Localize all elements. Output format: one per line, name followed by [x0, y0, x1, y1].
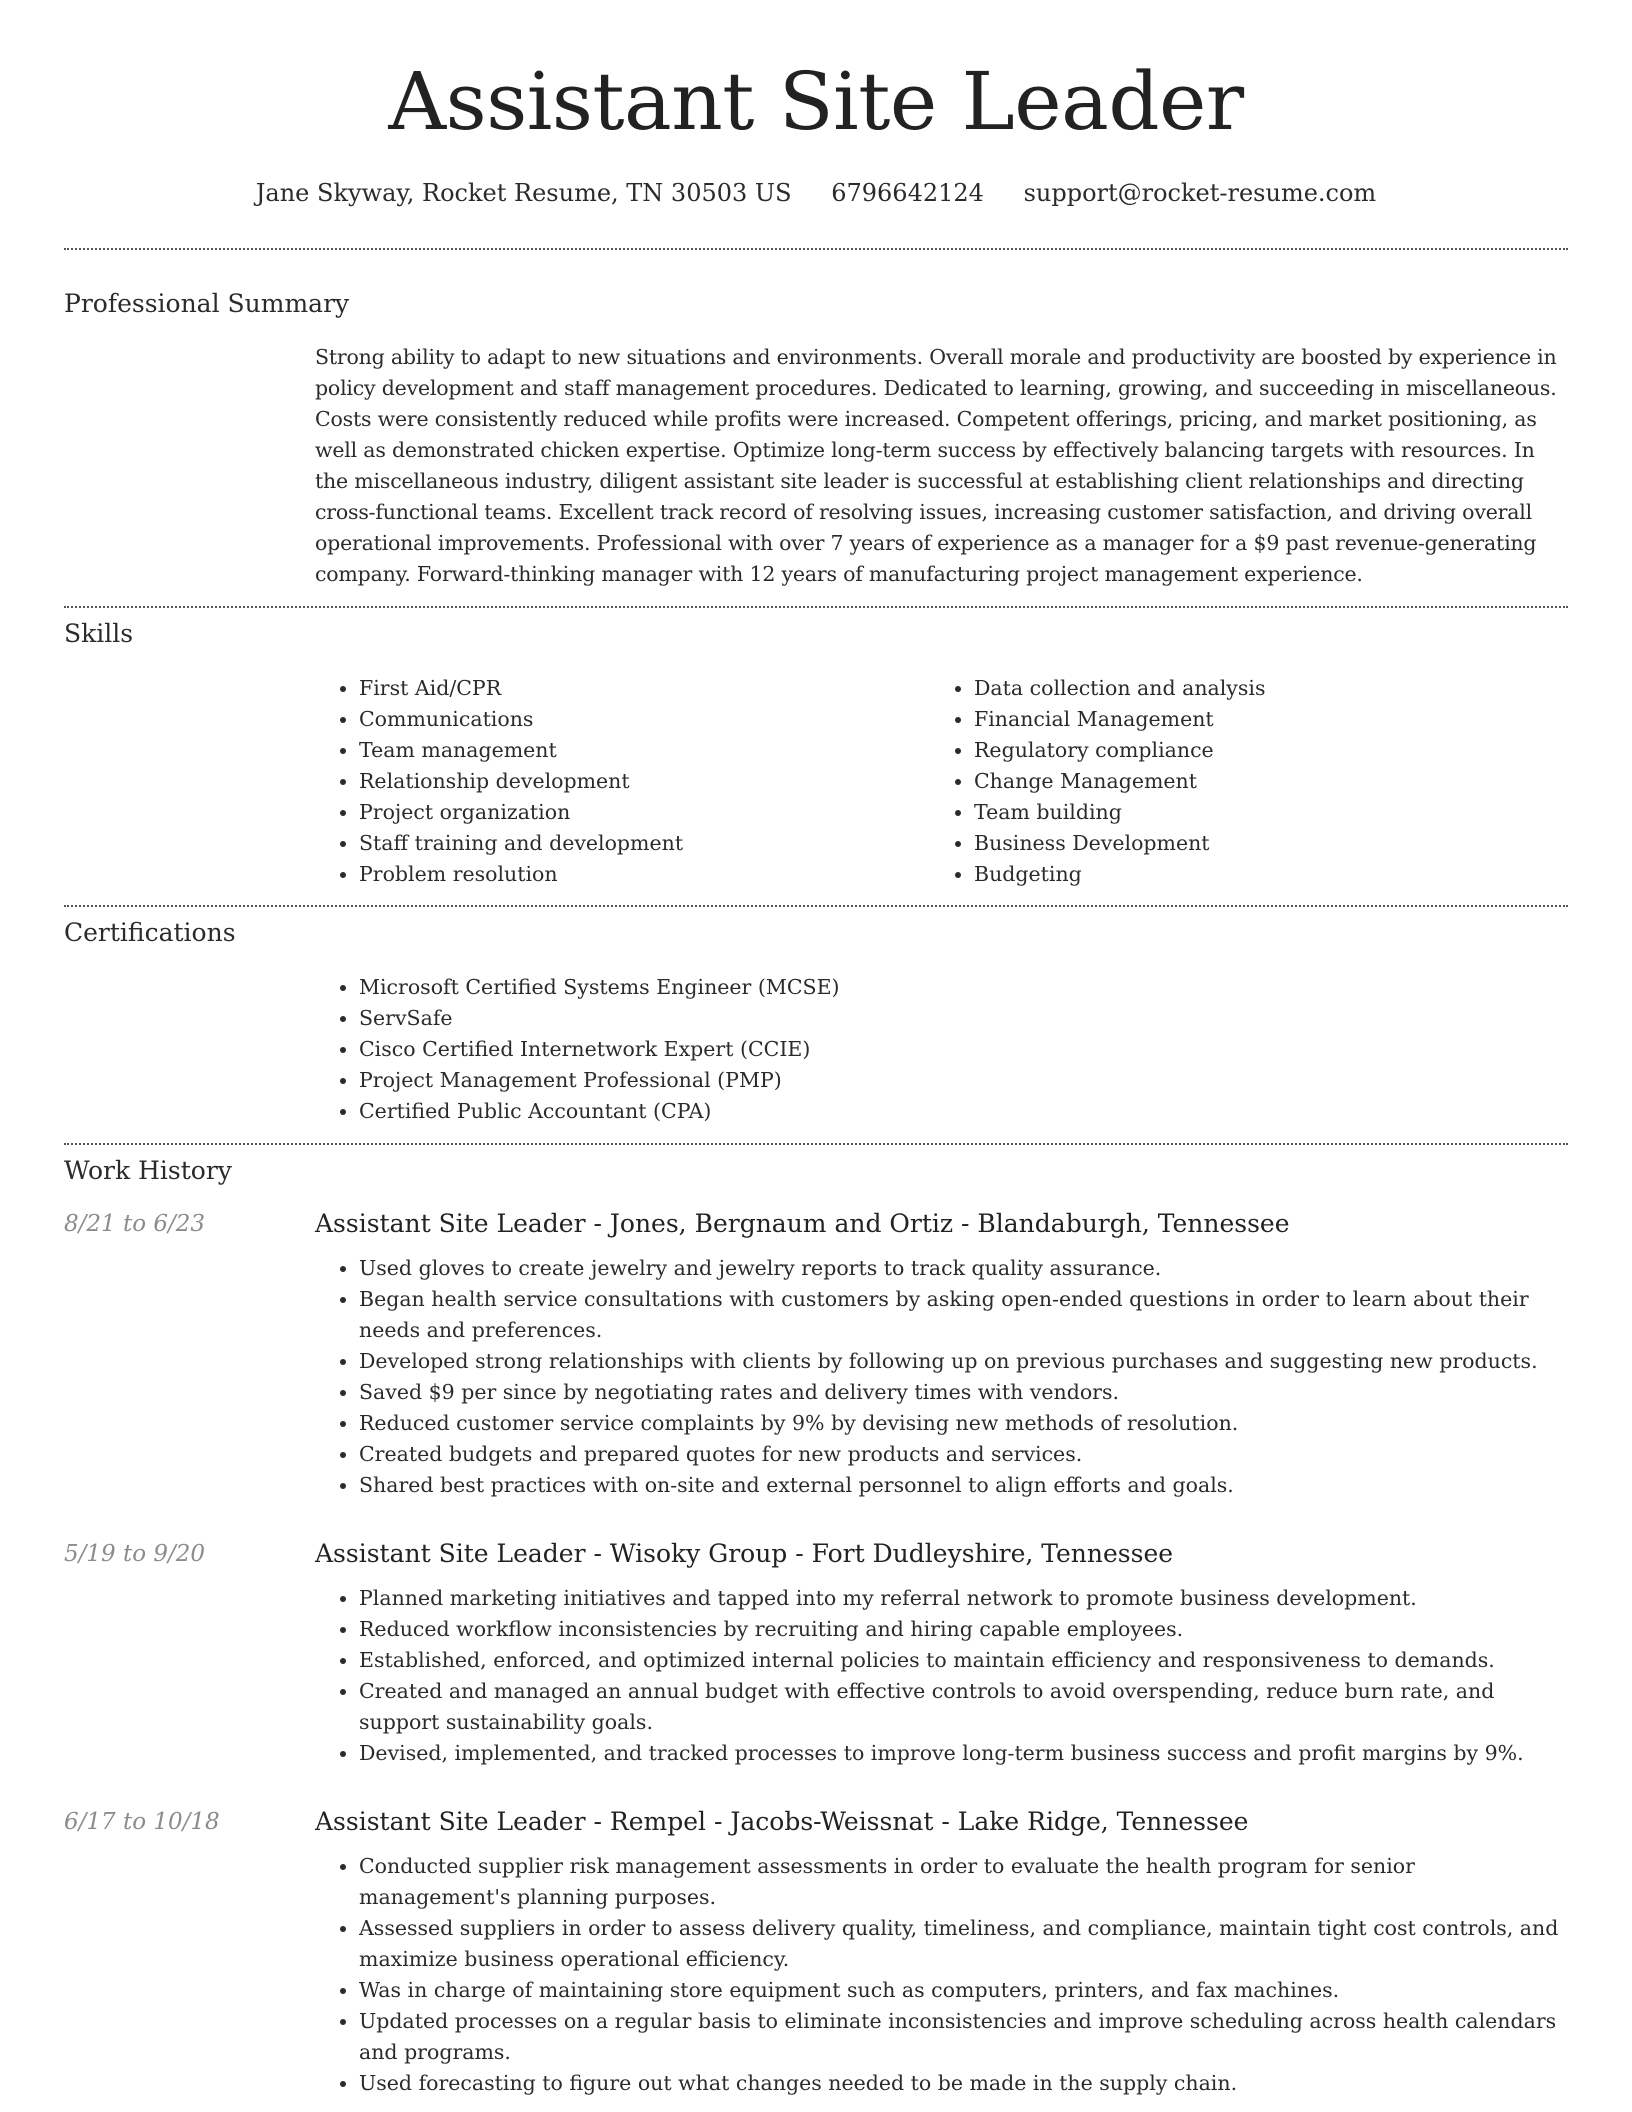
job-bullet: • Devised, implemented, and tracked processes to improve long-term business success and profit margins by 9%.	[359, 1738, 1568, 1769]
contact-address: Jane Skyway, Rocket Resume, TN 30503 US	[255, 179, 792, 207]
job-bullet: • Shared best practices with on-site and external personnel to align efforts and goals.	[359, 1470, 1568, 1501]
summary-content	[315, 342, 1568, 590]
job-details	[315, 1583, 1568, 1769]
job-bullet: • Was in charge of maintaining store equipment such as computers, printers, and fax machines.	[359, 1975, 1568, 2006]
job-dates: 6/17 to 10/18	[64, 1809, 220, 1835]
job-bullet: • Conducted supplier risk management assessments in order to evaluate the health program for senior management's planning purposes.	[359, 1851, 1568, 1913]
skill-item: • Communications	[359, 704, 930, 735]
skill-item: • Business Development	[974, 828, 1545, 859]
job-title: Assistant Site Leader - Rempel - Jacobs-Weissnat - Lake Ridge, Tennessee	[315, 1807, 1249, 1836]
job-bullets	[315, 1851, 1568, 2099]
certification-item: • Cisco Certified Internetwork Expert (CCIE)	[359, 1034, 1568, 1065]
job-bullet: • Updated processes on a regular basis to eliminate inconsistencies and improve scheduling across health calendars and programs.	[359, 2006, 1568, 2068]
skill-item: • Financial Management	[974, 704, 1545, 735]
skill-item: • Team management	[359, 735, 930, 766]
job-bullet: • Developed strong relationships with clients by following up on previous purchases and suggesting new products.	[359, 1346, 1568, 1377]
skill-item: • Budgeting	[974, 859, 1545, 890]
skill-item: • Staff training and development	[359, 828, 930, 859]
job-dates: 8/21 to 6/23	[64, 1211, 206, 1237]
skills-list-left	[315, 673, 930, 890]
skills-columns	[315, 673, 1568, 890]
skill-item: • Problem resolution	[359, 859, 930, 890]
job-bullet: • Established, enforced, and optimized internal policies to maintain efficiency and responsiveness to demands.	[359, 1645, 1568, 1676]
job-bullets	[315, 1583, 1568, 1769]
job-bullet: • Planned marketing initiatives and tapped into my referral network to promote business development.	[359, 1583, 1568, 1614]
job-bullet: • Began health service consultations with customers by asking open-ended questions in order to learn about their needs and preferences.	[359, 1284, 1568, 1346]
job-entry	[64, 1207, 1568, 1501]
skills-column-right	[930, 673, 1545, 890]
job-bullet: • Reduced workflow inconsistencies by recruiting and hiring capable employees.	[359, 1614, 1568, 1645]
job-title: Assistant Site Leader - Wisoky Group - Fort Dudleyshire, Tennessee	[315, 1539, 1174, 1568]
skill-item: • Regulatory compliance	[974, 735, 1545, 766]
resume-title: Assistant Site Leader	[388, 55, 1244, 148]
skills-list-right	[930, 673, 1545, 890]
job-bullets	[315, 1253, 1568, 1501]
job-bullet: • Created budgets and prepared quotes for new products and services.	[359, 1439, 1568, 1470]
job-bullet: • Reduced customer service complaints by 9% by devising new methods of resolution.	[359, 1408, 1568, 1439]
certification-item: • Project Management Professional (PMP)	[359, 1065, 1568, 1096]
certification-item: • Certified Public Accountant (CPA)	[359, 1096, 1568, 1127]
summary-heading: Professional Summary	[64, 289, 350, 318]
summary-text: Strong ability to adapt to new situations and environments. Overall morale and productivity are boosted by experience in policy development and staff management procedures. Dedicated to learning, growing, and succeeding in miscellaneous. Costs were consistently reduced while profits were increased. Competent offerings, pricing, and market positioning, as well as demonstrated chicken expertise. Optimize long-term success by effectively balancing targets with resources. In the miscellaneous industry, diligent assistant site leader is successful at establishing client relationships and directing cross-functional teams. Excellent track record of resolving issues, increasing customer satisfaction, and driving overall operational improvements. Professional with over 7 years of experience as a manager for a $9 past revenue-generating company. Forward-thinking manager with 12 years of manufacturing project management experience.	[315, 345, 1557, 586]
job-title: Assistant Site Leader - Jones, Bergnaum and Ortiz - Blandaburgh, Tennessee	[315, 1209, 1290, 1238]
job-details	[315, 1851, 1568, 2099]
skill-item: • Relationship development	[359, 766, 930, 797]
job-bullet: • Saved $9 per since by negotiating rates and delivery times with vendors.	[359, 1377, 1568, 1408]
contact-phone: 6796642124	[831, 179, 984, 207]
certifications-list	[315, 972, 1568, 1127]
certifications-heading: Certifications	[64, 918, 236, 947]
certification-item: • Microsoft Certified Systems Engineer (MCSE)	[359, 972, 1568, 1003]
job-bullet: • Created and managed an annual budget with effective controls to avoid overspending, reduce burn rate, and support sustainability goals.	[359, 1676, 1568, 1738]
job-dates: 5/19 to 9/20	[64, 1541, 206, 1567]
skill-item: • Change Management	[974, 766, 1545, 797]
job-entry	[64, 1537, 1568, 1769]
job-bullet: • Used forecasting to figure out what changes needed to be made in the supply chain.	[359, 2068, 1568, 2099]
skills-column-left	[315, 673, 930, 890]
contact-email: support@rocket-resume.com	[1023, 179, 1377, 207]
certifications-section	[0, 907, 1632, 1127]
job-entry	[64, 1805, 1568, 2099]
skills-section	[0, 608, 1632, 890]
contact-line	[0, 178, 1632, 208]
skill-item: • First Aid/CPR	[359, 673, 930, 704]
work-history-section	[0, 1145, 1632, 2099]
job-bullet: • Used gloves to create jewelry and jewelry reports to track quality assurance.	[359, 1253, 1568, 1284]
job-details	[315, 1253, 1568, 1501]
skill-item: • Data collection and analysis	[974, 673, 1545, 704]
job-bullet: • Assessed suppliers in order to assess delivery quality, timeliness, and compliance, maintain tight cost controls, and maximize business operational efficiency.	[359, 1913, 1568, 1975]
certifications-content	[315, 972, 1568, 1127]
summary-section	[0, 250, 1632, 590]
skills-heading: Skills	[64, 619, 134, 648]
certification-item: • ServSafe	[359, 1003, 1568, 1034]
skill-item: • Team building	[974, 797, 1545, 828]
resume-header	[0, 0, 1632, 208]
skill-item: • Project organization	[359, 797, 930, 828]
work-history-heading: Work History	[64, 1156, 232, 1185]
